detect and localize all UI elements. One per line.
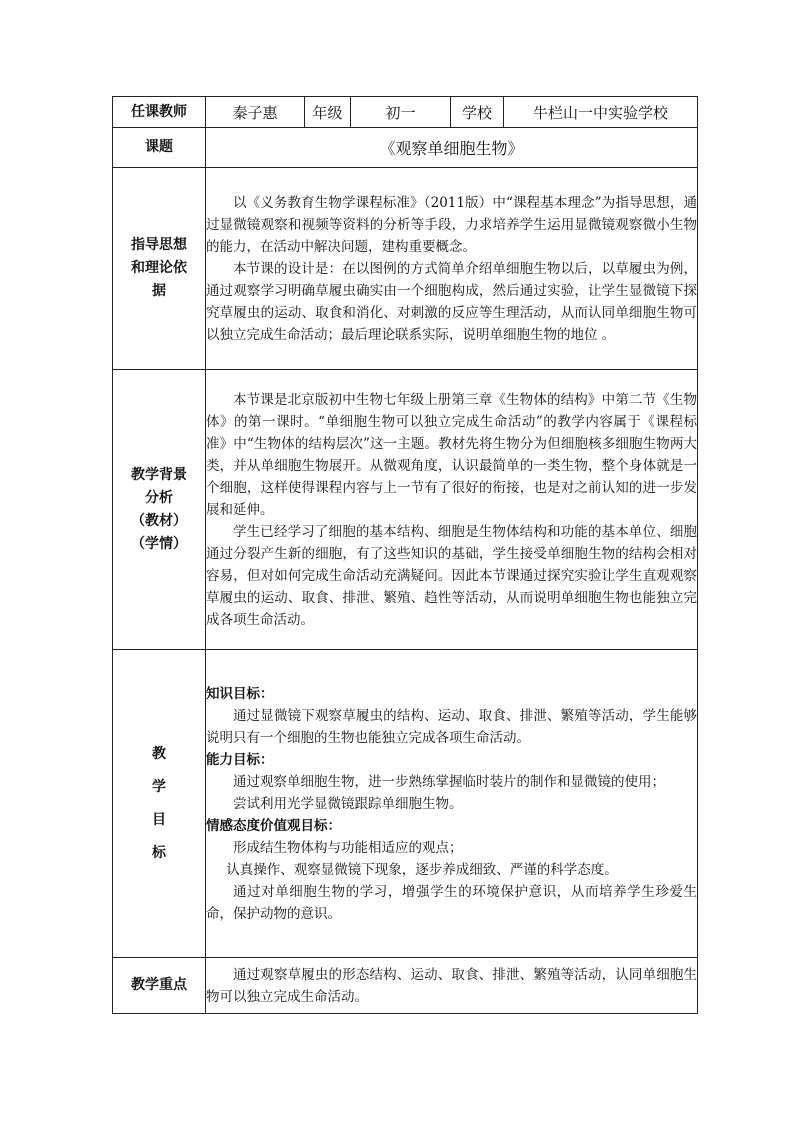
key-point-label: 教学重点: [113, 958, 206, 1014]
school-value: 牛栏山一中实验学校: [504, 97, 698, 128]
guiding-paragraph: 本节课的设计是：在以图例的方式简单介绍单细胞生物以后，以草履虫为例，通过观察学习明确草履虫确实由一个细胞构成，然后通过实验，让学生显微镜下探究草履虫的运动、取食和消化、对刺激的反应等生理活动，从而认同单细胞生物可以独立完成生命活动；最后理论联系实际，说明单细胞生物的地位 。: [206, 260, 697, 343]
topic-value: 《观察单细胞生物》: [206, 128, 698, 168]
objectives-label-char: 标: [152, 844, 166, 861]
lesson-plan-table: [112, 96, 698, 1014]
background-label: [113, 370, 206, 650]
header-row: [113, 97, 698, 128]
key-point-row: [113, 958, 698, 1014]
teacher-label: 任课教师: [113, 97, 206, 128]
emotion-objective-text: 认真操作、观察显微镜下现象，逐步养成细致、严谨的科学态度。: [226, 861, 618, 878]
background-label-line: （学情）: [131, 535, 187, 552]
background-label-line: 教学背景: [131, 466, 187, 483]
topic-label: 课题: [113, 128, 206, 168]
guiding-paragraph: 以《义务教育生物学课程标准》（2011版）中“课程基本理念”为指导思想，通过显微镜观察和视频等资料的分析等手段，力求培养学生运用显微镜观察微小生物的能力，在活动中解决问题，建构重要概念。: [206, 194, 697, 255]
background-label-line: （教材）: [131, 512, 187, 529]
ability-objective-text: 尝试利用光学显微镜跟踪单细胞生物。: [233, 795, 463, 812]
guiding-content: [206, 168, 698, 370]
key-point-text: 通过观察草履虫的形态结构、运动、取食、排泄、繁殖等活动，认同单细胞生物可以独立完成生命活动。: [206, 966, 697, 1005]
guiding-label: [113, 168, 206, 370]
background-row: [113, 370, 698, 650]
background-content: [206, 370, 698, 650]
background-paragraph: 学生已经学习了细胞的基本结构、细胞是生物体结构和功能的基本单位、细胞通过分裂产生新的细胞，有了这些知识的基础，学生接受单细胞生物的结构会相对容易，但对如何完成生命活动充满疑问。因此本节课通过探究实验让学生直观观察草履虫的运动、取食、排泄、繁殖、趋性等活动，从而说明单细胞生物也能独立完成各项生命活动。: [206, 523, 697, 628]
guiding-label-line: 指导思想: [131, 237, 187, 253]
emotion-objective-text: 形成结生物体构与功能相适应的观点；: [233, 839, 463, 856]
objectives-label-char: 学: [152, 778, 166, 795]
grade-value: 初一: [351, 97, 451, 128]
key-point-content: [206, 958, 698, 1014]
objectives-label-char: 教: [152, 745, 166, 762]
objectives-label: [113, 650, 206, 958]
objectives-label-char: 目: [152, 811, 166, 828]
teacher-name: 秦子惠: [206, 97, 305, 128]
emotion-objective-heading: 情感态度价值观目标：: [206, 817, 341, 834]
objectives-content: [206, 650, 698, 958]
guiding-label-line: 和理论依: [131, 260, 187, 276]
grade-label: 年级: [305, 97, 351, 128]
knowledge-objective-text: 通过显微镜下观察草履虫的结构、运动、取食、排泄、繁殖等活动，学生能够说明只有一个细胞的生物也能独立完成各项生命活动。: [206, 707, 697, 746]
ability-objective-text: 通过观察单细胞生物，进一步熟练掌握临时装片的制作和显微镜的使用；: [233, 773, 665, 790]
ability-objective-heading: 能力目标：: [206, 751, 274, 768]
school-label: 学校: [451, 97, 504, 128]
guiding-row: [113, 168, 698, 370]
emotion-objective-text: 通过对单细胞生物的学习，增强学生的环境保护意识，从而培养学生珍爱生命，保护动物的意识。: [206, 883, 697, 922]
background-paragraph: 本节课是北京版初中生物七年级上册第三章《生物体的结构》中第二节《生物体》的第一课时。“单细胞生物可以独立完成生命活动”的教学内容属于《课程标准》中“生物体的结构层次”这一主题。教材先将生物分为但细胞核多细胞生物两大类，并从单细胞生物展开。从微观角度，认识最简单的一类生物，整个身体就是一个细胞，这样使得课程内容与上一节有了很好的衔接，也是对之前认知的进一步发展和延伸。: [206, 391, 697, 518]
guiding-label-line: 据: [152, 283, 166, 299]
topic-row: [113, 128, 698, 168]
objectives-row: [113, 650, 698, 958]
background-label-line: 分析: [145, 489, 173, 506]
knowledge-objective-heading: 知识目标：: [206, 685, 274, 702]
